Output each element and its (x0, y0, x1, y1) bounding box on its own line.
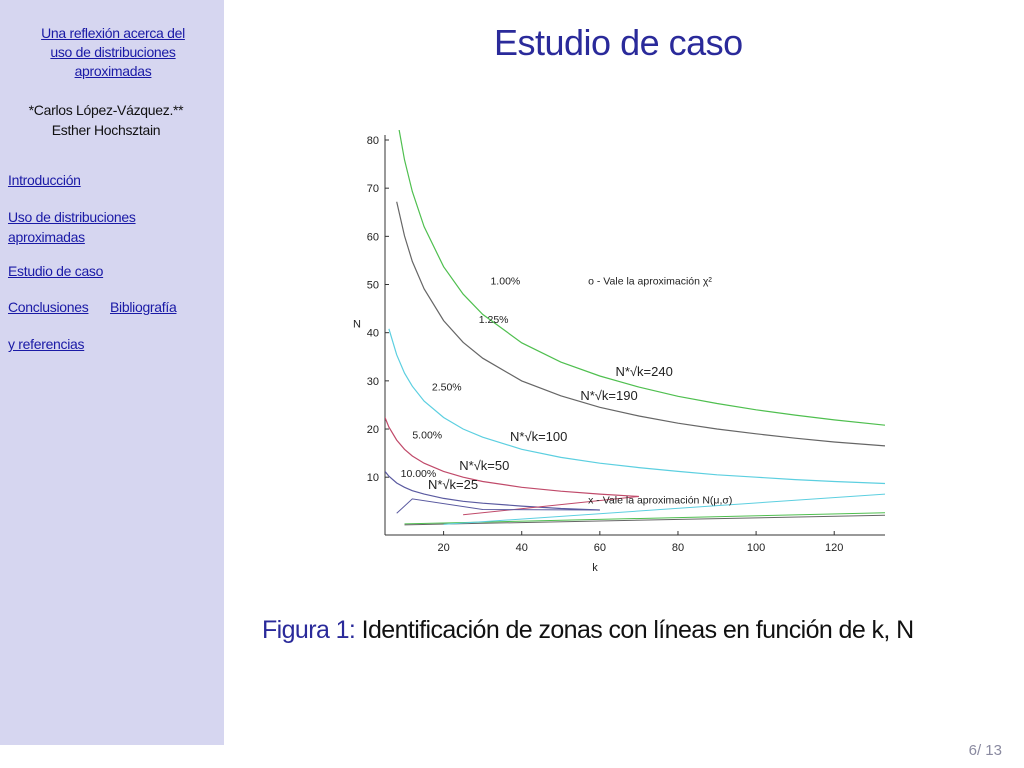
y-tick-label: 40 (366, 327, 379, 340)
title-line-1: Una reflexión acerca del (41, 25, 185, 41)
y-tick-label: 30 (366, 375, 379, 388)
y-tick-label: 50 (366, 279, 379, 292)
chart-annotation: x - Vale la aproximación N(μ,σ) (588, 494, 733, 507)
chart-annotation: 1.00% (490, 275, 521, 288)
nav-estudio-de-caso[interactable]: Estudio de caso (8, 263, 104, 279)
nav-uso-line-2: aproximadas (8, 229, 85, 245)
x-tick-label: 40 (515, 542, 528, 554)
x-tick-label: 120 (825, 542, 844, 554)
authors (6, 100, 206, 140)
series-line (397, 202, 885, 446)
title-line-3: aproximadas (74, 63, 152, 79)
nav-bibliografia[interactable]: Bibliografía (110, 299, 177, 315)
figure (340, 120, 900, 580)
caption-label: Figura 1: (262, 616, 356, 644)
nav-uso-line-1: Uso de distribuciones (8, 209, 136, 225)
y-tick-label: 10 (366, 472, 379, 485)
page-number: 6/ 13 (968, 742, 1002, 759)
title-line-2: uso de distribuciones (50, 44, 176, 60)
chart-annotation: N*√k=100 (510, 429, 568, 445)
chart-annotation: N*√k=190 (580, 388, 638, 404)
chart-axes (353, 135, 885, 574)
nav-referencias[interactable]: y referencias (8, 336, 85, 352)
author-line-2: Esther Hochsztain (51, 122, 161, 138)
sidebar (0, 0, 224, 745)
boundary-line (405, 515, 886, 525)
presentation-title-link[interactable] (18, 24, 208, 81)
y-tick-label: 80 (366, 135, 379, 147)
chart-annotation: 10.00% (400, 468, 437, 481)
chart-annotation: N*√k=240 (615, 364, 673, 380)
y-axis-label: N (353, 318, 361, 331)
x-tick-label: 80 (671, 542, 685, 554)
chart (340, 120, 900, 580)
chart-annotation: 1.25% (478, 314, 509, 327)
chart-annotation: o - Vale la aproximación χ² (588, 275, 712, 288)
chart-annotation: 5.00% (412, 429, 443, 442)
y-tick-label: 20 (366, 424, 379, 437)
chart-annotation: N*√k=50 (459, 457, 510, 473)
chart-annotation: N*√k=25 (427, 477, 479, 493)
nav-introduccion[interactable]: Introducción (8, 172, 81, 188)
x-axis-label: k (592, 562, 598, 574)
series-line (397, 120, 885, 425)
x-tick-label: 100 (746, 542, 766, 554)
y-tick-label: 60 (366, 231, 379, 244)
nav-conclusiones[interactable]: Conclusiones (8, 299, 89, 315)
y-tick-label: 70 (366, 183, 379, 196)
chart-annotation: 2.50% (431, 381, 462, 394)
author-line-1: *Carlos López-Vázquez.** (28, 102, 184, 118)
x-tick-label: 20 (437, 542, 450, 554)
nav-uso-distribuciones[interactable] (8, 207, 136, 247)
figure-caption (262, 616, 914, 645)
x-tick-label: 60 (593, 542, 606, 554)
slide-title: Estudio de caso (494, 22, 743, 63)
caption-text: Identificación de zonas con líneas en función de k, N (361, 616, 914, 644)
